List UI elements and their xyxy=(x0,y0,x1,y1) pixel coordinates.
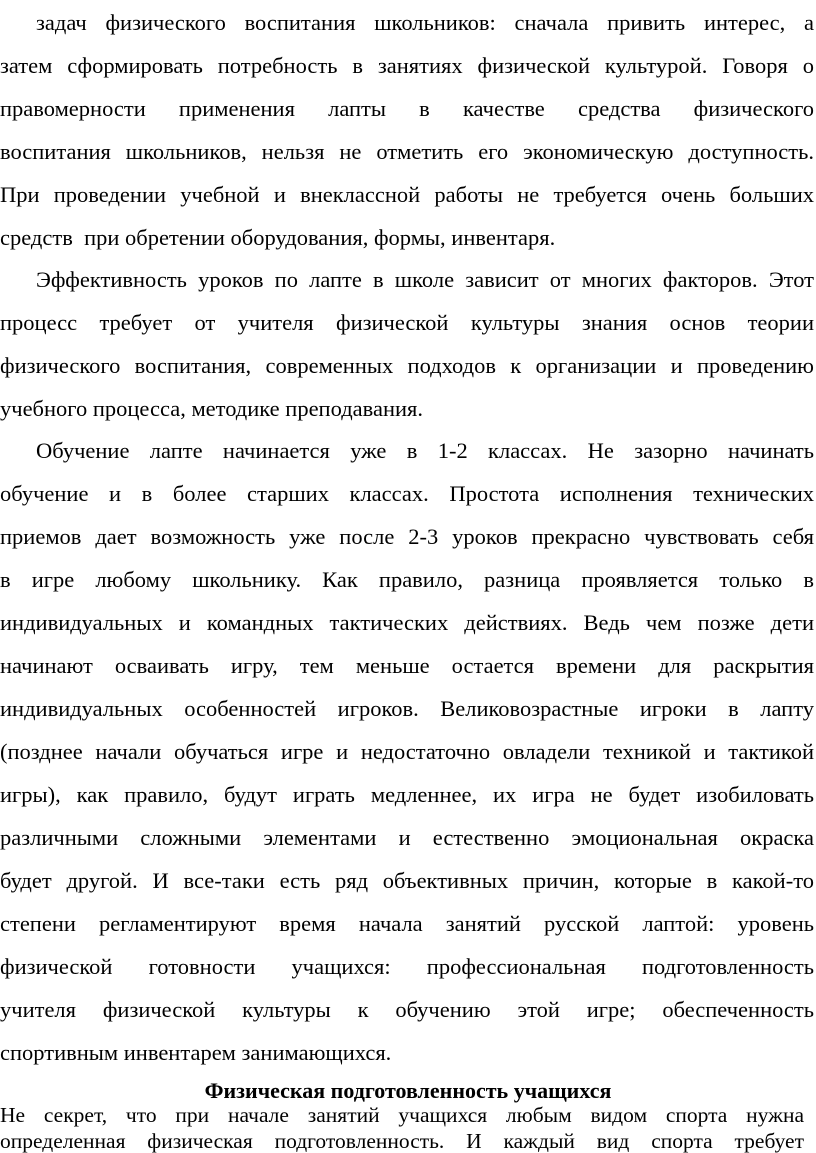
text-line: индивидуальных особенностей игроков. Великовозрастные игроки в лапту xyxy=(0,696,814,721)
text-line: игры), как правило, будут играть медленнее, их игра не будет изобиловать xyxy=(0,782,814,807)
text-line: Не секрет, что при начале занятий учащихся любым видом спорта нужна xyxy=(0,1103,804,1127)
text-line: воспитания школьников, нельзя не отметить его экономическую доступность. xyxy=(0,139,814,164)
text-line: индивидуальных и командных тактических действиях. Ведь чем позже дети xyxy=(0,610,814,635)
text-line: учебного процесса, методике преподавания. xyxy=(0,396,424,421)
text-line: правомерности применения лапты в качестве средства физического xyxy=(0,96,814,121)
text-line: задач физического воспитания школьников: сначала привить интерес, а xyxy=(36,10,814,35)
text-line: Обучение лапте начинается уже в 1-2 классах. Не зазорно начинать xyxy=(36,438,814,463)
text-line: физической готовности учащихся: профессиональная подготовленность xyxy=(0,954,814,979)
text-line: степени регламентируют время начала занятий русской лаптой: уровень xyxy=(0,911,814,936)
text-line: физического воспитания, современных подходов к организации и проведению xyxy=(0,353,814,378)
text-line: спортивным инвентарем занимающихся. xyxy=(0,1040,392,1065)
text-line: будет другой. И все-таки есть ряд объективных причин, которые в какой-то xyxy=(0,868,814,893)
text-line: учителя физической культуры к обучению этой игре; обеспеченность xyxy=(0,997,814,1022)
text-line: различными сложными элементами и естественно эмоциональная окраска xyxy=(0,825,814,850)
text-line: При проведении учебной и внеклассной работы не требуется очень больших xyxy=(0,182,814,207)
text-line: определенная физическая подготовленность. И каждый вид спорта требует xyxy=(0,1129,804,1153)
text-line: Эффективность уроков по лапте в школе зависит от многих факторов. Этот xyxy=(36,267,814,292)
section-heading: Физическая подготовленность учащихся xyxy=(204,1078,612,1103)
text-line: начинают осваивать игру, тем меньше остается времени для раскрытия xyxy=(0,653,814,678)
text-line: средств при обретении оборудования, формы, инвентаря. xyxy=(0,225,556,250)
text-line: обучение и в более старших классах. Простота исполнения технических xyxy=(0,481,814,506)
text-line: затем сформировать потребность в занятиях физической культурой. Говоря о xyxy=(0,53,814,78)
text-line: приемов дает возможность уже после 2-3 уроков прекрасно чувствовать себя xyxy=(0,524,814,549)
text-line: (позднее начали обучаться игре и недостаточно овладели техникой и тактикой xyxy=(0,739,814,764)
text-line: в игре любому школьнику. Как правило, разница проявляется только в xyxy=(0,567,814,592)
text-line: процесс требует от учителя физической культуры знания основ теории xyxy=(0,310,814,335)
